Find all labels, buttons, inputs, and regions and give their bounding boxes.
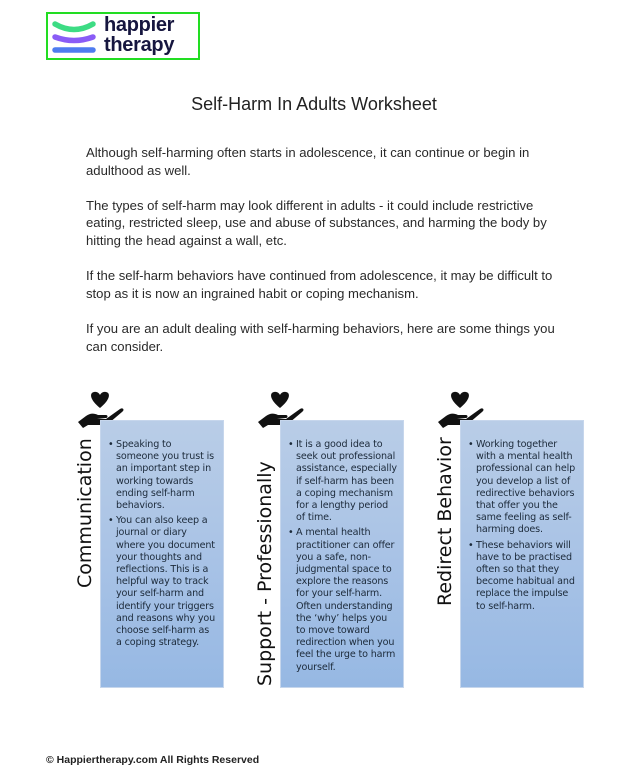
- page-title: Self-Harm In Adults Worksheet: [191, 94, 437, 114]
- tip-item: • Speaking to someone you trust is an important step in working towards ending self-harm behaviors.: [116, 439, 217, 512]
- intro-text: [86, 144, 556, 373]
- tip-item: • You can also keep a journal or diary where you document your thoughts and reflections. This is a helpful way to track your self-harm and identify your triggers and reasons why you choose self-harm as a coping strategy.: [116, 515, 217, 649]
- tips-box: [100, 420, 224, 688]
- intro-paragraph: Although self-harming often starts in adolescence, it can continue or begin in adulthood as well.: [86, 145, 530, 178]
- column-support-professionally: [252, 390, 412, 690]
- column-redirect-behavior: [432, 390, 592, 690]
- logo-bars-icon: [51, 19, 97, 55]
- tips-list: [461, 421, 583, 613]
- section-label: Redirect Behavior: [434, 437, 456, 606]
- tips-box: [280, 420, 404, 688]
- tip-item: • Working together with a mental health professional can help you develop a list of redirective behaviors that offer you the same feeling as self-harming does.: [476, 439, 577, 537]
- tips-box: [460, 420, 584, 688]
- column-communication: [72, 390, 232, 690]
- tips-list: [281, 421, 403, 674]
- section-label: Support - Professionally: [254, 461, 276, 686]
- tip-item: • It is a good idea to seek out professional assistance, especially if self-harm has been a coping mechanism for a lengthy period of time.: [296, 439, 397, 524]
- tip-item: • These behaviors will have to be practised often so that they become habitual and replace the impulse to self-harm.: [476, 540, 577, 613]
- intro-paragraph: If you are an adult dealing with self-harming behaviors, here are some things you can consider.: [86, 320, 555, 354]
- happier-therapy-logo: [46, 12, 200, 60]
- logo-line-2: therapy: [104, 34, 175, 56]
- tip-item: • A mental health practitioner can offer you a safe, non-judgmental space to explore the reasons for your self-harm. Often understanding the ‘why’ helps you to move toward redirection when you feel the urge to harm yourself.: [296, 527, 397, 673]
- intro-paragraph: The types of self-harm may look different in adults - it could include restrictive eating, restricted sleep, use and abuse of substances, and harming the body by hitting the head against a wall, etc.: [86, 197, 547, 248]
- section-label: Communication: [74, 438, 96, 588]
- tips-list: [101, 421, 223, 649]
- copyright-footer: © Happiertherapy.com All Rights Reserved: [46, 754, 260, 766]
- logo-line-1: happier: [104, 14, 175, 36]
- logo-wordmark: [104, 15, 174, 55]
- intro-paragraph: If the self-harm behaviors have continued from adolescence, it may be difficult to stop as it is now an ingrained habit or coping mechanism.: [86, 268, 553, 301]
